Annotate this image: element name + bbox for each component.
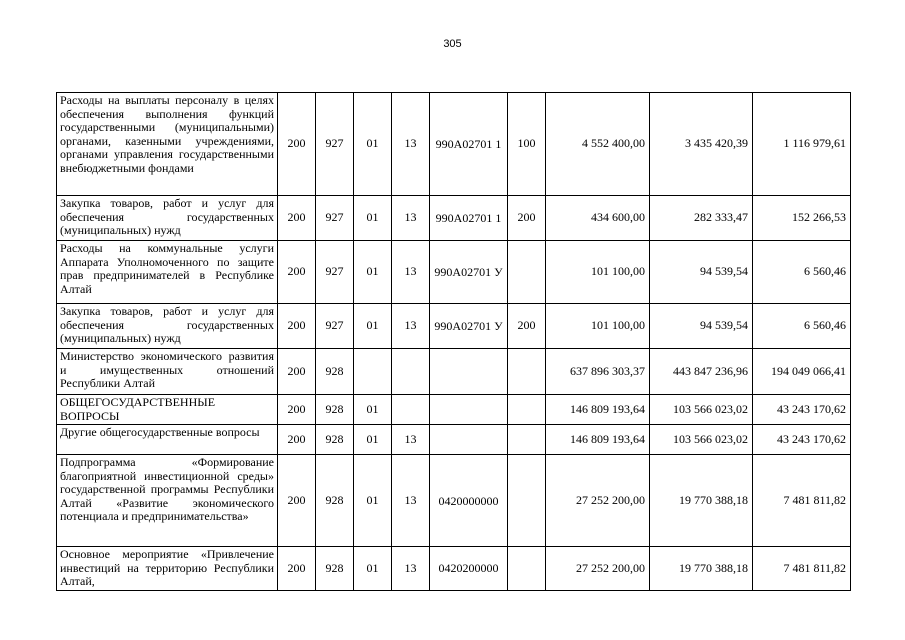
csr-cell: 990А02701 У [430, 304, 508, 349]
sum2-cell: 103 566 023,02 [650, 395, 753, 425]
table-row [57, 395, 851, 425]
rz-cell: 200 [278, 395, 316, 425]
sum2-cell: 103 566 023,02 [650, 425, 753, 455]
pr-cell: 13 [392, 455, 430, 547]
sum3-cell: 7 481 811,82 [753, 547, 851, 591]
sum2-cell: 19 770 388,18 [650, 455, 753, 547]
gr-cell: 927 [316, 196, 354, 241]
rz-cell: 200 [278, 304, 316, 349]
vr-cell: 200 [508, 196, 546, 241]
pr-cell [392, 395, 430, 425]
sum3-cell: 6 560,46 [753, 304, 851, 349]
gr-cell: 927 [316, 93, 354, 196]
pr-cell: 13 [392, 547, 430, 591]
csr-cell: 0420200000 [430, 547, 508, 591]
pr-cell: 13 [392, 93, 430, 196]
sum1-cell: 101 100,00 [546, 304, 650, 349]
table-row [57, 349, 851, 395]
r-cell: 01 [354, 241, 392, 304]
pr-cell [392, 349, 430, 395]
sum1-cell: 101 100,00 [546, 241, 650, 304]
table-row [57, 425, 851, 455]
row-name: Расходы на коммунальные услуги Аппарата Уполномоченного по защите прав предпринимателей в Республике Алтай [57, 241, 278, 304]
r-cell: 01 [354, 425, 392, 455]
sum2-cell: 282 333,47 [650, 196, 753, 241]
pr-cell: 13 [392, 241, 430, 304]
r-cell: 01 [354, 395, 392, 425]
vr-cell: 200 [508, 304, 546, 349]
vr-cell [508, 547, 546, 591]
pr-cell: 13 [392, 425, 430, 455]
row-name: Другие общегосударственные вопросы [57, 425, 278, 455]
csr-cell [430, 349, 508, 395]
budget-table [56, 92, 851, 591]
row-name: Министерство экономического развития и имущественных отношений Республики Алтай [57, 349, 278, 395]
csr-cell: 990А02701 1 [430, 93, 508, 196]
table-row [57, 304, 851, 349]
table-row [57, 93, 851, 196]
gr-cell: 928 [316, 425, 354, 455]
sum1-cell: 27 252 200,00 [546, 455, 650, 547]
sum1-cell: 637 896 303,37 [546, 349, 650, 395]
sum1-cell: 27 252 200,00 [546, 547, 650, 591]
row-name: Основное мероприятие «Привлечение инвестиций на территорию Республики Алтай, [57, 547, 278, 591]
sum3-cell: 43 243 170,62 [753, 425, 851, 455]
sum3-cell: 152 266,53 [753, 196, 851, 241]
row-name: Подпрограмма «Формирование благоприятной инвестиционной среды» государственной программы Республики Алтай «Развитие экономического потенциала и предпринимательства» [57, 455, 278, 547]
gr-cell: 927 [316, 304, 354, 349]
vr-cell [508, 425, 546, 455]
sum1-cell: 146 809 193,64 [546, 395, 650, 425]
vr-cell: 100 [508, 93, 546, 196]
r-cell [354, 349, 392, 395]
csr-cell [430, 425, 508, 455]
rz-cell: 200 [278, 93, 316, 196]
row-name: Расходы на выплаты персоналу в целях обеспечения выполнения функций государственными (муниципальными) органами, казенными учреждениями, органами управления государственными внебюджетными фондами [57, 93, 278, 196]
gr-cell: 928 [316, 547, 354, 591]
r-cell: 01 [354, 196, 392, 241]
csr-cell [430, 395, 508, 425]
table-row [57, 196, 851, 241]
csr-cell: 0420000000 [430, 455, 508, 547]
r-cell: 01 [354, 455, 392, 547]
row-name: Закупка товаров, работ и услуг для обеспечения государственных (муниципальных) нужд [57, 196, 278, 241]
sum1-cell: 4 552 400,00 [546, 93, 650, 196]
sum3-cell: 1 116 979,61 [753, 93, 851, 196]
rz-cell: 200 [278, 425, 316, 455]
sum2-cell: 443 847 236,96 [650, 349, 753, 395]
row-name: ОБЩЕГОСУДАРСТВЕННЫЕ ВОПРОСЫ [57, 395, 278, 425]
r-cell: 01 [354, 304, 392, 349]
vr-cell [508, 241, 546, 304]
vr-cell [508, 455, 546, 547]
vr-cell [508, 395, 546, 425]
gr-cell: 928 [316, 349, 354, 395]
r-cell: 01 [354, 547, 392, 591]
sum3-cell: 43 243 170,62 [753, 395, 851, 425]
rz-cell: 200 [278, 349, 316, 395]
sum1-cell: 434 600,00 [546, 196, 650, 241]
gr-cell: 928 [316, 455, 354, 547]
csr-cell: 990А02701 У [430, 241, 508, 304]
sum2-cell: 3 435 420,39 [650, 93, 753, 196]
sum2-cell: 19 770 388,18 [650, 547, 753, 591]
row-name: Закупка товаров, работ и услуг для обеспечения государственных (муниципальных) нужд [57, 304, 278, 349]
gr-cell: 928 [316, 395, 354, 425]
gr-cell: 927 [316, 241, 354, 304]
sum2-cell: 94 539,54 [650, 304, 753, 349]
table-row [57, 241, 851, 304]
sum3-cell: 7 481 811,82 [753, 455, 851, 547]
rz-cell: 200 [278, 547, 316, 591]
rz-cell: 200 [278, 196, 316, 241]
csr-cell: 990А02701 1 [430, 196, 508, 241]
table-row [57, 547, 851, 591]
pr-cell: 13 [392, 304, 430, 349]
rz-cell: 200 [278, 455, 316, 547]
sum3-cell: 6 560,46 [753, 241, 851, 304]
vr-cell [508, 349, 546, 395]
table-row [57, 455, 851, 547]
r-cell: 01 [354, 93, 392, 196]
page-number: 305 [443, 38, 462, 50]
sum3-cell: 194 049 066,41 [753, 349, 851, 395]
sum1-cell: 146 809 193,64 [546, 425, 650, 455]
pr-cell: 13 [392, 196, 430, 241]
sum2-cell: 94 539,54 [650, 241, 753, 304]
rz-cell: 200 [278, 241, 316, 304]
